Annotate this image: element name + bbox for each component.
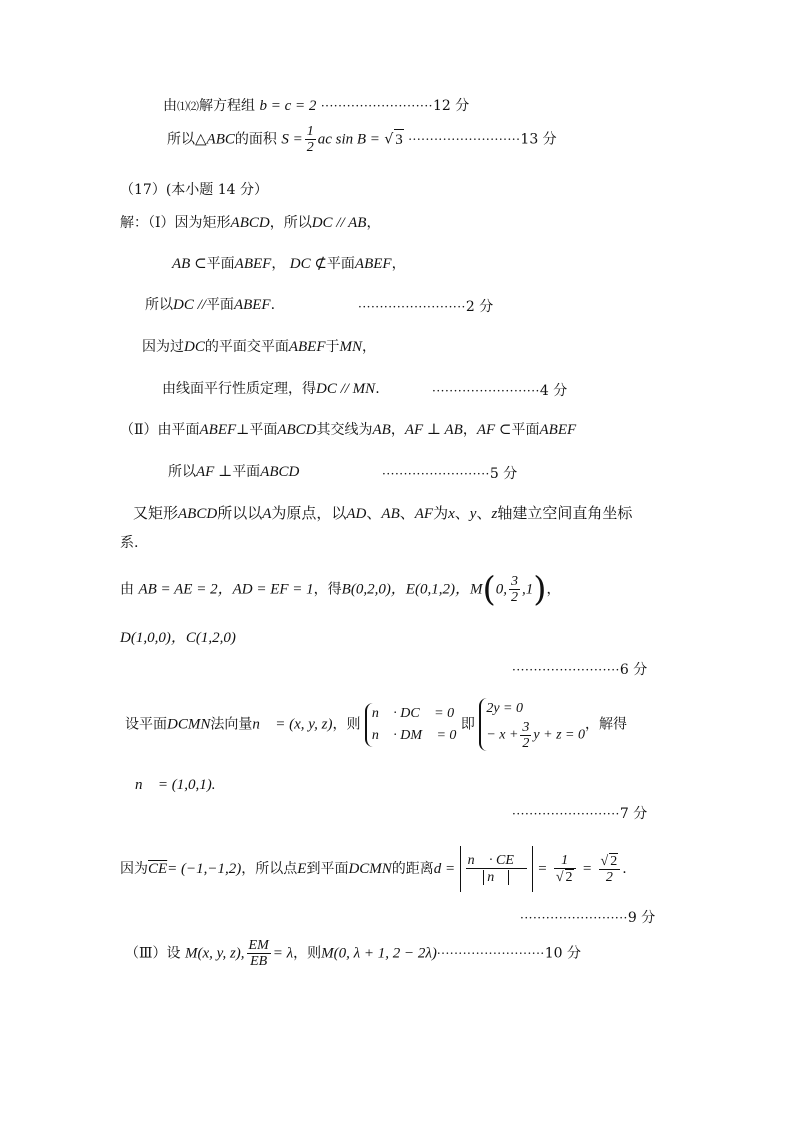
dots: ·························· [408, 132, 521, 147]
score-7: ·························7 分 [512, 806, 648, 822]
ref: ⑴⑵ [177, 100, 199, 113]
math: S = [281, 131, 303, 148]
sqrt: 3 [394, 129, 404, 150]
equation-system-1: n⃗ · DC⃗ = 0 n⃗ · DM⃗ = 0 [365, 703, 457, 747]
score: 13 分 [520, 131, 557, 148]
score-6: ·························6 分 [512, 662, 648, 678]
math: b = c = 2 [259, 98, 317, 114]
fraction: $\frac{1}{2}$ [306, 124, 314, 155]
solution-line-4: 因为过DC的平面交平面ABEF于MN， [142, 339, 376, 355]
solution-line-8: 又矩形ABCD所以以A为原点，以AD、AB、AF为x、y、z轴建立空间直角坐标 [133, 504, 633, 522]
math: ac sin B = [317, 131, 380, 148]
solution-line-1: 解：（Ⅰ）因为矩形ABCD，所以DC // AB， [120, 215, 381, 231]
text: 由 [163, 98, 177, 114]
solution-line-10: D(1,0,0)，C(1,2,0) [120, 630, 236, 646]
solution-line-11: 设平面DCMN法向量n⃗ = (x, y, z)，则 n⃗ · DC⃗ = 0 n⃗ · DM⃗ = 0 即 2y = 0 − x + $\frac{3}{2}$ y + z = 0 ，解得 [125, 698, 627, 751]
score-4: ·························4 分 [432, 383, 568, 399]
solution-line-2: AB ⊂平面ABEF， DC ⊄平面ABEF， [172, 256, 406, 272]
score-9: ·························9 分 [520, 910, 656, 926]
problem-heading: （17）(本小题 14 分） [120, 182, 268, 198]
score: 12 分 [433, 98, 470, 114]
equation-line-1 [163, 96, 469, 117]
solution-line-15: （Ⅲ）设 M(x, y, z), $\frac{EM}{EB}$ = λ，则M(0, λ + 1, 2 − 2λ)·························10 分 [125, 938, 581, 969]
solution-line-3: 所以DC //平面ABEF. [145, 297, 276, 313]
solution-line-12: n⃗ = (1,0,1). [135, 777, 216, 793]
score-2: ·························2 分 [358, 299, 494, 315]
solution-line-8b: 系. [120, 535, 139, 551]
equation-line-2: 所以△ABC的面积 S = $\frac{1}{2}$ ac sin B = √ 3 ··························13 分 [167, 124, 557, 155]
solution-line-7: 所以AF ⊥平面ABCD [168, 464, 300, 480]
text: 的面积 [234, 131, 277, 148]
solution-line-9: 由 AB = AE = 2，AD = EF = 1，得B(0,2,0)，E(0,1,2)，M(0, $\frac{3}{2}$ ,1)， [120, 569, 561, 610]
solution-line-13: 因为$\overline{CE}= (-1,-1,2)$，所以点E到平面DCMN的距离d = $\frac{n⃗ \cdot CE⃗}{n⃗}$ = $\frac{1}{√ 2}$ = $\frac{√ 2}{2}$ . [120, 846, 627, 892]
text: 所以 [167, 131, 195, 148]
score-5: ·························5 分 [382, 466, 518, 482]
equation-system-2: 2y = 0 − x + $\frac{3}{2}$ y + z = 0 [479, 698, 585, 751]
solution-line-6: （Ⅱ）由平面ABEF⊥平面ABCD其交线为AB，AF ⊥ AB，AF ⊂平面ABEF [120, 422, 577, 438]
text: 解方程组 [199, 98, 255, 114]
math: △ABC [195, 131, 235, 148]
solution-line-5: 由线面平行性质定理，得DC // MN. [162, 381, 380, 397]
dots: ·························· [320, 99, 433, 113]
